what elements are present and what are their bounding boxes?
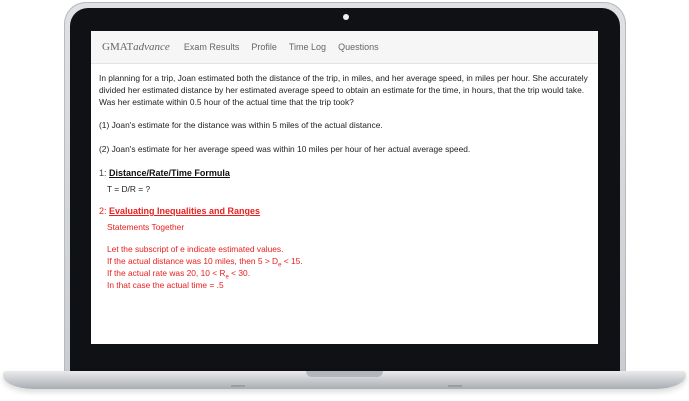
nav-profile[interactable]: Profile (251, 42, 277, 52)
laptop-notch (306, 371, 383, 377)
nav-questions[interactable]: Questions (338, 42, 379, 52)
section-2-title[interactable]: Evaluating Inequalities and Ranges (109, 206, 261, 216)
question-stem: In planning for a trip, Joan estimated both the distance of the trip, in miles, and her average speed, in miles per hour. She accurately divided her estimated distance by her estimated average speed to obtain an estimate for the time, in hours, that the trip would take. Was her estimate within 0.5 hour of the actual time that the trip took? (99, 73, 588, 107)
camera-icon (343, 14, 349, 20)
statement-2: (2) Joan's estimate for her average speed was within 10 miles per hour of her actual average speed. (99, 144, 471, 154)
statement-1: (1) Joan's estimate for the distance was within 5 miles of the actual distance. (99, 120, 383, 130)
explanation-line-4: In that case the actual time = .5 (107, 280, 224, 290)
section-1-title[interactable]: Distance/Rate/Time Formula (109, 168, 230, 178)
section-1-heading[interactable]: 1: Distance/Rate/Time Formula (99, 168, 230, 178)
nav-time-log[interactable]: Time Log (288, 42, 327, 52)
section-2-subtitle: Statements Together (107, 222, 185, 232)
explanation-line-3: If the actual rate was 20, $10 < R_e < 30$. (107, 268, 251, 281)
section-2-heading[interactable]: 2: Evaluating Inequalities and Ranges (99, 206, 261, 216)
brand-logo[interactable]: GMATadvance (102, 41, 170, 53)
navbar (91, 31, 598, 64)
section-1-formula: T = D/R = ? (107, 184, 151, 194)
explanation-line-1: Let the subscript of e indicate estimated values. (107, 244, 284, 254)
explanation-line-2: If the actual distance was 10 miles, then $5 > D_e < 15$. (107, 256, 303, 269)
nav-exam-results[interactable]: Exam Results (183, 42, 240, 52)
section-2-explanation (99, 243, 590, 291)
laptop-screen (91, 31, 598, 344)
question-content (91, 64, 598, 291)
laptop-foot-right (448, 385, 462, 387)
laptop-foot-left (231, 385, 245, 387)
